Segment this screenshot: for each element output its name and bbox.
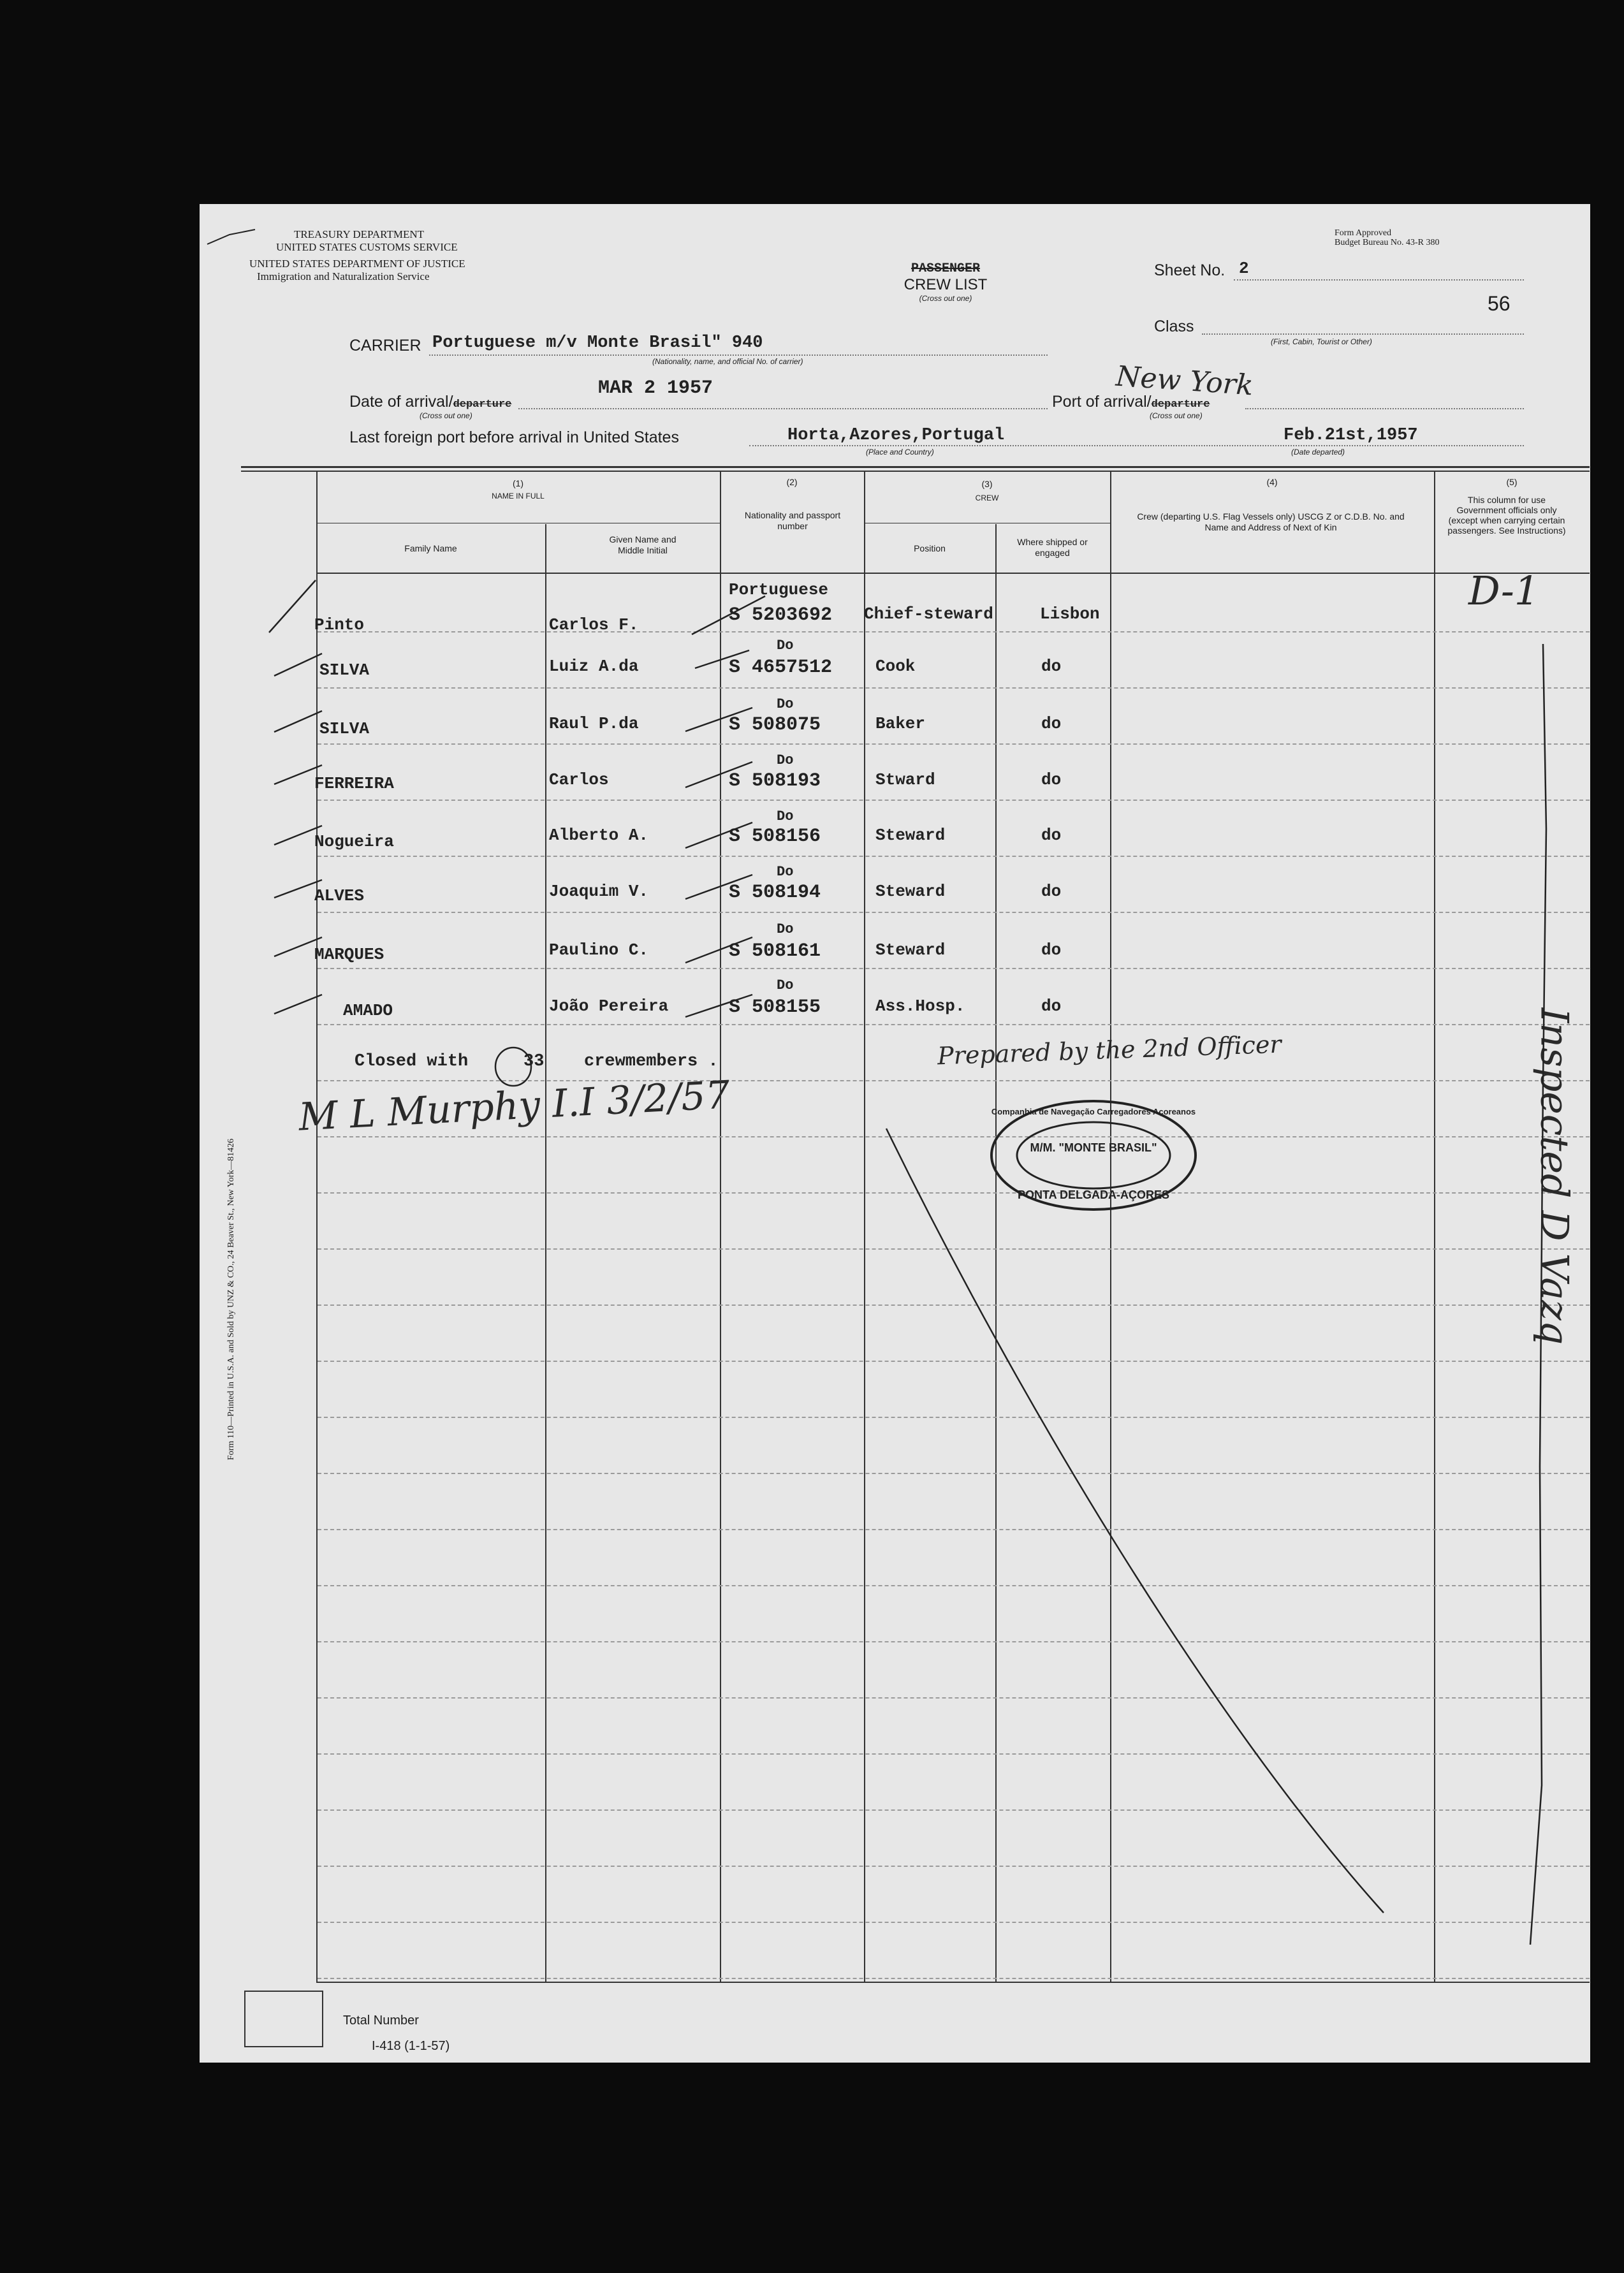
shipped-cell: do [1041,997,1062,1016]
col4-title: Crew (departing U.S. Flag Vessels only) USCG Z or C.D.B. No. and Name and Address of Next of Kin [1137,511,1405,532]
d1-mark: D-1 [1468,567,1540,614]
sheet-label: Sheet No. [1154,261,1225,279]
departed-date-hint: (Date departed) [1291,448,1345,457]
date-arrival-value: MAR 2 1957 [598,377,713,399]
family-name-cell: FERREIRA [314,774,394,793]
check-mark [685,708,752,731]
shipped-cell: do [1041,882,1062,901]
vertical-pen-line [1530,644,1546,1945]
form-approved-text: Form Approved [1335,228,1392,238]
date-hint: (Cross out one) [420,411,472,420]
form-code: I-418 (1-1-57) [372,2039,450,2053]
nationality-cell: Do [777,808,794,824]
last-port-value: Horta,Azores,Portugal [787,426,1005,445]
position-cell: Chief-steward [864,604,993,624]
position-cell: Cook [875,657,916,676]
last-port-hint: (Place and Country) [866,448,934,457]
family-name-cell: ALVES [314,886,365,905]
passport-cell: S 508155 [729,997,821,1018]
position-cell: Ass.Hosp. [875,997,965,1016]
given-name-cell: Alberto A. [549,826,649,845]
dept-ins: Immigration and Naturalization Service [257,270,430,282]
count-circle [495,1048,531,1086]
given-name-cell: Luiz A.da [549,657,639,676]
check-marks [269,580,765,1017]
given-name-cell: Paulino C. [549,940,649,960]
col4-num: (4) [1266,477,1278,487]
position-header: Position [914,543,946,553]
col3-title: CREW [975,493,999,502]
position-cell: Baker [875,714,926,733]
col1-title: NAME IN FULL [492,492,545,501]
check-mark [269,580,316,632]
passport-cell: S 508194 [729,882,821,903]
page-number: 56 [1488,292,1511,315]
check-mark [274,711,322,732]
title-hint: (Cross out one) [919,294,972,303]
corner-pen-mark [207,230,255,244]
shipped-header: Where shipped or engaged [1017,537,1088,558]
vertical-inspection-note: Inspected D Vazq [1532,1007,1577,1345]
passport-cell: S 508161 [729,940,821,962]
date-departure-crossed: departure [453,398,512,411]
check-mark [685,762,752,787]
carrier-value: Portuguese m/v Monte Brasil" 940 [432,333,763,353]
budget-bureau-text: Budget Bureau No. 43-R 380 [1335,238,1440,247]
given-name-cell: Joaquim V. [549,882,649,901]
shipped-cell: do [1041,770,1062,789]
check-mark [695,650,749,668]
sheet-value: 2 [1239,259,1249,278]
passport-cell: S 5203692 [729,604,833,626]
passport-cell: S 4657512 [729,657,833,678]
check-mark [274,880,322,898]
departed-date-value: Feb.21st,1957 [1284,426,1418,445]
position-cell: Steward [875,940,946,960]
check-mark [685,875,752,899]
side-print-text: Form 110—Printed in U.S.A. and Sold by UNZ & CO., 24 Beaver St., New York—81426 [226,1138,236,1461]
crew-count: 33 [523,1052,545,1071]
passport-cell: S 508156 [729,826,821,847]
last-port-label: Last foreign port before arrival in United States [349,428,679,446]
crewmembers-text: crewmembers . [584,1052,719,1071]
col3-num: (3) [981,479,993,489]
dept-customs: UNITED STATES CUSTOMS SERVICE [276,241,458,253]
port-arrival-value: New York [1115,360,1255,402]
nationality-cell: Do [777,921,794,937]
nationality-cell: Do [777,864,794,880]
family-name-cell: MARQUES [314,945,384,964]
shipped-cell: do [1041,714,1062,733]
diagonal-pen-line [886,1129,1384,1913]
family-name-cell: Pinto [314,615,365,634]
family-name-cell: SILVA [319,719,370,738]
nationality-cell: Do [777,977,794,993]
closed-with-text: Closed with [355,1052,469,1071]
carrier-label: CARRIER [349,337,421,354]
passport-cell: S 508193 [729,770,821,792]
stamp-bottom-text: PONTA DELGADA-AÇORES [1018,1188,1169,1201]
nationality-cell: Portuguese [729,580,829,599]
family-name-cell: Nogueira [314,832,394,851]
check-mark [274,995,322,1014]
check-mark [685,937,752,963]
date-arrival-text: Date of arrival/ [349,393,453,411]
carrier-hint: (Nationality, name, and official No. of carrier) [652,357,803,366]
col1-num: (1) [512,478,524,488]
nationality-cell: Do [777,752,794,768]
dept-justice: UNITED STATES DEPARTMENT OF JUSTICE [249,258,465,270]
shipped-cell: do [1041,826,1062,845]
given-name-cell: Carlos F. [549,615,639,634]
stamp-inner-ring [1017,1122,1170,1188]
port-hint: (Cross out one) [1150,411,1203,420]
check-mark [685,822,752,848]
total-number-label: Total Number [343,2014,419,2028]
crossed-passenger: PASSENGER [911,261,981,276]
family-name-cell: AMADO [343,1001,393,1020]
col2-title: Nationality and passport number [744,510,841,531]
page-title: CREW LIST [903,276,988,293]
given-name-header: Given Name and Middle Initial [609,534,677,555]
check-mark [274,826,322,845]
given-name-cell: Carlos [549,770,609,789]
position-cell: Steward [875,826,946,845]
stamp-middle-text: M/M. "MONTE BRASIL" [1030,1141,1157,1154]
inspector-signature: M L Murphy I.I 3/2/57 [297,1072,731,1140]
col5-num: (5) [1506,477,1518,487]
nationality-cell: Do [777,638,794,654]
passport-cell: S 508075 [729,714,821,736]
position-cell: Stward [875,770,935,789]
position-cell: Steward [875,882,946,901]
check-mark [685,995,752,1017]
ship-stamp [991,1101,1196,1210]
check-mark [692,596,765,634]
stamp-top-text: Companhia de Navegação Carregadores Açoreanos [991,1107,1196,1116]
check-mark [274,937,322,956]
shipped-cell: do [1041,657,1062,676]
given-name-cell: Raul P.da [549,714,639,733]
dept-treasury: TREASURY DEPARTMENT [293,228,425,240]
nationality-cell: Do [777,696,794,712]
prepared-by-note: Prepared by the 2nd Officer [937,1030,1282,1071]
class-label: Class [1154,318,1194,335]
family-name-header: Family Name [404,543,457,553]
port-arrival-text: Port of arrival/ [1052,393,1152,411]
shipped-cell: do [1041,940,1062,960]
given-name-cell: João Pereira [549,997,669,1016]
check-mark [274,765,322,784]
col5-title: This column for use Government officials only (except when carrying certain passengers. See Instructions) [1447,495,1566,536]
port-departure-crossed: departure [1151,398,1210,411]
col2-num: (2) [786,477,798,487]
class-hint: (First, Cabin, Tourist or Other) [1271,337,1372,346]
shipped-cell: Lisbon [1040,604,1100,624]
family-name-cell: SILVA [319,661,370,680]
check-mark [274,654,322,676]
